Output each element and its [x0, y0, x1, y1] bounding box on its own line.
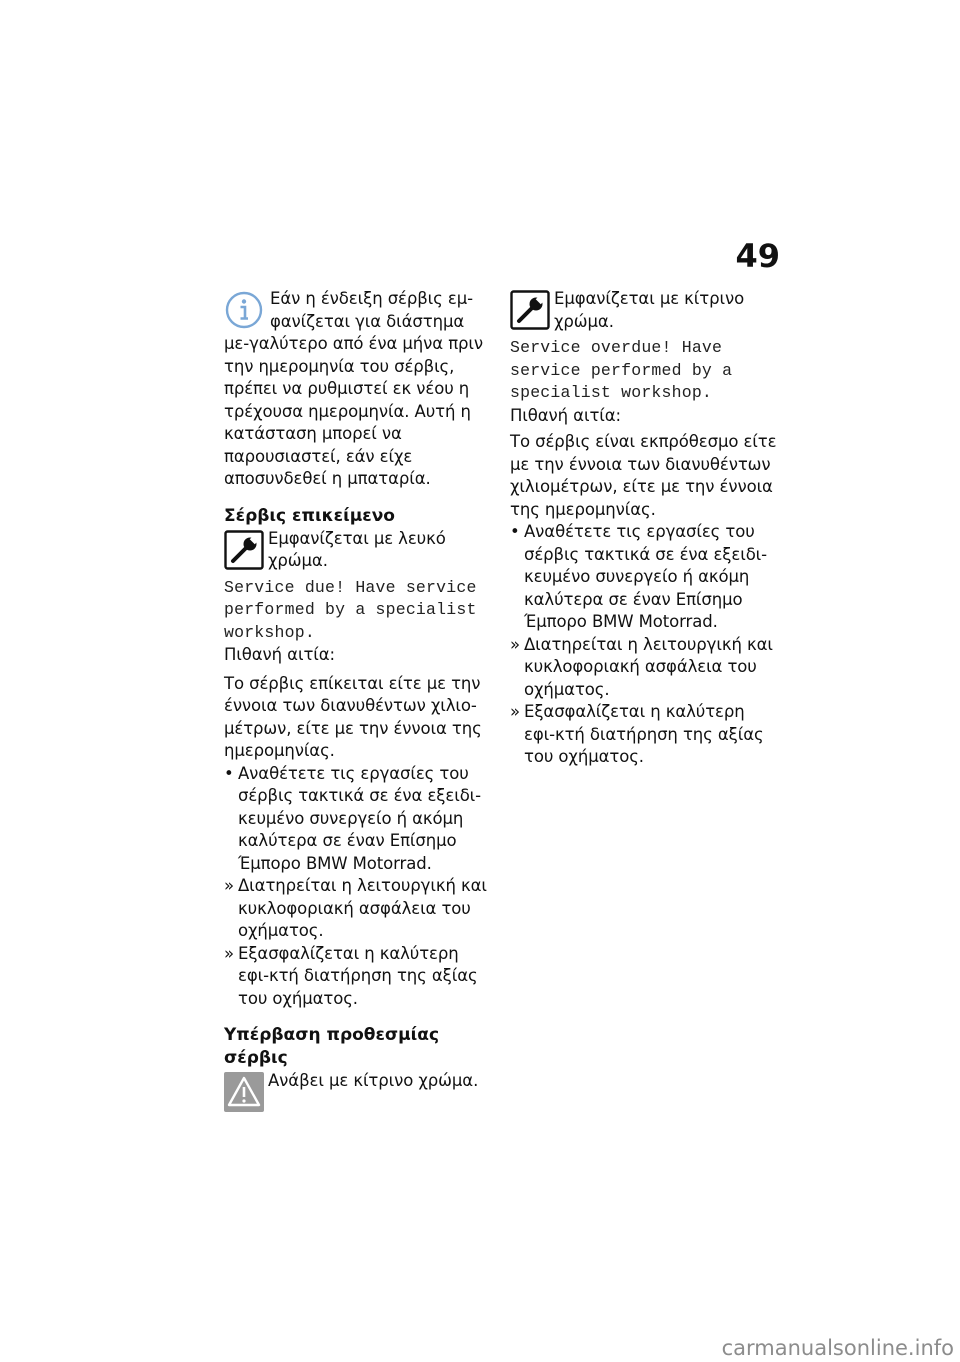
- info-note: [224, 288, 494, 491]
- action-text: Αναθέτετε τις εργασίες του σέρβις τακτικά σε ένα εξειδι-κευμένο συνεργείο ή ακόμη καλύτερα σε έναν Επίσημο Έμπορο BMW Motorrad.: [238, 763, 482, 873]
- bullet-symbol: •: [510, 522, 520, 541]
- cause-label: Πιθανή αιτία:: [510, 405, 621, 425]
- page-number: 49: [735, 237, 780, 275]
- watermark: carmanualsonline.info: [721, 1336, 954, 1360]
- display-message-service-due: Service due! Have service performed by a specialist workshop.: [224, 577, 477, 642]
- result-symbol: »: [510, 634, 520, 654]
- result-symbol: »: [224, 876, 234, 895]
- wrench-icon: [510, 290, 550, 330]
- result-text: Διατηρείται η λειτουργική και κυκλοφοριακή ασφάλεια του οχήματος.: [238, 876, 487, 940]
- wrench-icon: [224, 530, 264, 570]
- warning-icon: [224, 1072, 264, 1112]
- info-note-text: [224, 288, 494, 491]
- white-wrench-text: Εμφανίζεται με λευκό χρώμα.: [268, 528, 446, 570]
- result-item: [224, 875, 494, 943]
- result-text: Εξασφαλίζεται η καλύτερη εφι-κτή διατήρηση της αξίας του οχήματος.: [524, 702, 764, 766]
- white-wrench-row: [224, 528, 494, 573]
- result-item: [510, 634, 780, 702]
- yellow-wrench-text: Εμφανίζεται με κίτρινο χρώμα.: [554, 289, 745, 331]
- cause-label: Πιθανή αιτία:: [224, 645, 335, 664]
- action-item: [224, 763, 494, 876]
- section-heading-service-overdue: Υπέρβαση προθεσμίας σέρβις: [224, 1025, 440, 1068]
- result-item: [224, 943, 494, 1011]
- cause-text: Το σέρβις είναι εκπρόθεσμο είτε με την έννοια των διανυθέντων χιλιομέτρων, είτε με την έννοια της ημερομηνίας.: [510, 432, 777, 519]
- warning-row: [224, 1070, 494, 1112]
- action-text: Αναθέτετε τις εργασίες του σέρβις τακτικά σε ένα εξειδι-κευμένο συνεργείο ή ακόμη καλύτερα σε έναν Επίσημο Έμπορο BMW Motorrad.: [524, 522, 768, 631]
- result-symbol: »: [510, 702, 520, 721]
- warning-row-text: Ανάβει με κίτρινο χρώμα.: [268, 1071, 479, 1090]
- result-text: Εξασφαλίζεται η καλύτερη εφι-κτή διατήρηση της αξίας του οχήματος.: [238, 943, 478, 1008]
- right-column: [510, 288, 780, 769]
- yellow-wrench-row: [510, 288, 780, 333]
- result-text: Διατηρείται η λειτουργική και κυκλοφοριακή ασφάλεια του οχήματος.: [524, 634, 773, 699]
- section-heading-service-due: Σέρβις επικείμενο: [224, 505, 395, 526]
- result-item: [510, 701, 780, 769]
- cause-text: Το σέρβις επίκειται είτε με την έννοια των διανυθέντων χιλιο-μέτρων, είτε με την έννοια της ημερομηνίας.: [224, 673, 482, 760]
- bullet-symbol: •: [224, 763, 234, 783]
- display-message-service-overdue: Service overdue! Have service performed by a specialist workshop.: [510, 338, 733, 402]
- left-column: [224, 288, 494, 1112]
- info-icon: [224, 290, 264, 330]
- result-symbol: »: [224, 943, 234, 963]
- info-paragraph: Εάν η ένδειξη σέρβις εμ-φανίζεται για διάστημα με-γαλύτερο από ένα μήνα πριν την ημερομηνία του σέρβις, πρέπει να ρυθμιστεί εκ νέου η τρέχουσα ημερομηνία. Αυτή η κατάσταση μπορεί να παρουσιαστεί, εάν είχε αποσυνδεθεί η μπαταρία.: [224, 289, 483, 488]
- action-item: [510, 521, 780, 634]
